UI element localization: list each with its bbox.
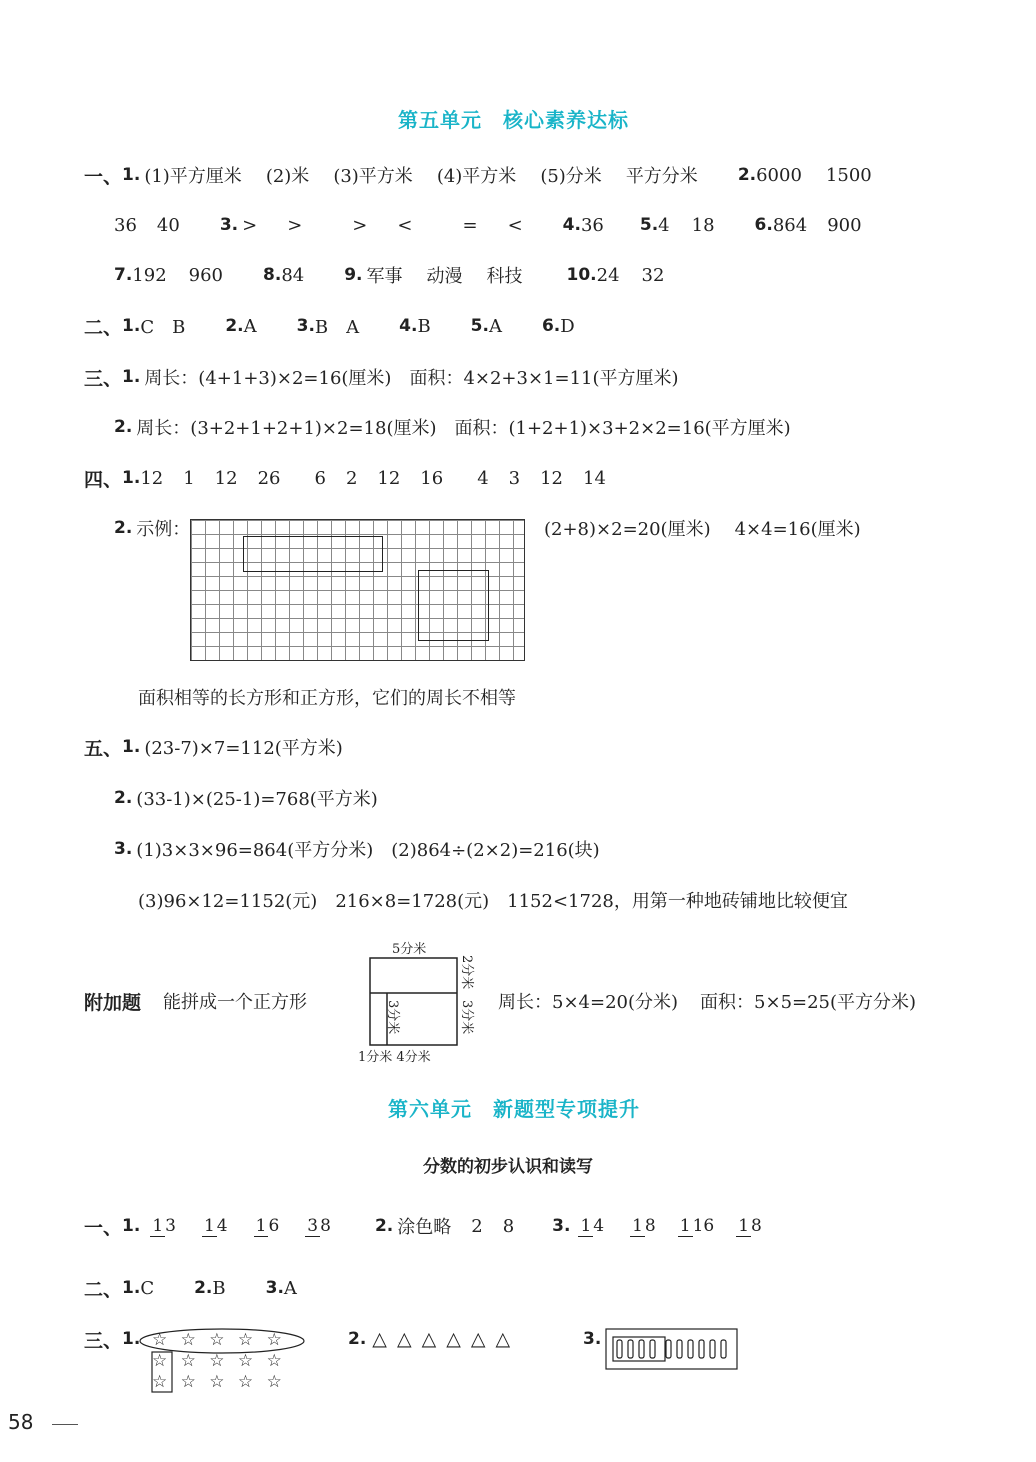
s1-line3 <box>114 260 664 290</box>
denominator: 8 <box>751 1215 762 1236</box>
answer: 动漫 <box>426 266 463 287</box>
denominator: 8 <box>320 1215 331 1236</box>
q-num: 2. <box>194 1278 213 1298</box>
rectangle-shape <box>243 536 383 572</box>
answer: (4)平方米 <box>436 166 517 187</box>
s5-line3 <box>114 834 600 864</box>
answer: 1 <box>183 467 195 489</box>
answer: (1)3×3×96=864(平方分米) (2)864÷(2×2)=216(块) <box>136 840 600 861</box>
answer: 36 <box>580 214 604 236</box>
answer: 12 <box>214 467 238 489</box>
formula: (2+8)×2=20(厘米) <box>544 519 711 540</box>
q-num: 2. <box>114 788 133 808</box>
answer: > <box>352 214 368 236</box>
page-number: 58 <box>8 1410 34 1434</box>
q-num: 3. <box>114 839 133 859</box>
answer: 12 <box>540 467 564 489</box>
q-num: 8. <box>263 265 282 285</box>
q-num: 2. <box>225 316 244 336</box>
fig-inner-label: 3分米 <box>385 1000 400 1035</box>
star-row-3: ☆ ☆ ☆ ☆ ☆ <box>152 1372 286 1392</box>
answer: 4 <box>658 214 670 236</box>
numerator: 1 <box>632 1215 643 1236</box>
answer: 涂色略 <box>397 1217 452 1238</box>
numerator: 1 <box>203 1215 215 1236</box>
section-label: 二、 <box>84 316 123 339</box>
s3-line2 <box>114 412 791 442</box>
bonus-line <box>84 986 307 1016</box>
answer: (1)平方厘米 <box>144 166 242 187</box>
answer: > <box>242 214 258 236</box>
u6-s3-q2 <box>348 1324 512 1354</box>
answer: 12 <box>377 467 401 489</box>
section-label: 一、 <box>84 165 123 188</box>
s2-line <box>84 311 575 341</box>
fig-bottom-label: 1分米 4分米 <box>358 1050 431 1065</box>
answer: 12 <box>140 467 164 489</box>
u6-s3-label <box>84 1324 140 1354</box>
answer: 4 <box>477 467 489 489</box>
section-label: 四、 <box>84 468 123 491</box>
s5-line1 <box>84 732 343 762</box>
answer: (2)米 <box>265 166 310 187</box>
answer: > <box>287 214 303 236</box>
q-num: 1. <box>122 1216 141 1236</box>
square-shape <box>418 570 489 641</box>
fraction <box>202 1216 228 1237</box>
answer: A <box>283 1277 297 1299</box>
q-num: 4. <box>562 215 581 235</box>
q-num: 6. <box>541 316 561 336</box>
u6-s3-q3 <box>583 1324 601 1354</box>
answer: < <box>507 214 523 236</box>
answer: 2 <box>345 467 358 489</box>
q-num: 3. <box>552 1216 571 1236</box>
numerator: 1 <box>679 1215 691 1236</box>
numerator: 1 <box>255 1215 267 1236</box>
bar-figure <box>605 1328 739 1372</box>
big-square <box>370 958 457 1045</box>
answer: C B <box>140 317 186 338</box>
q-num: 3. <box>219 215 239 235</box>
answer: B <box>417 315 431 337</box>
fraction <box>305 1216 331 1237</box>
numerator: 1 <box>738 1215 750 1236</box>
answer: 18 <box>691 214 715 236</box>
unit6-subtitle: 分数的初步认识和读写 <box>423 1157 593 1177</box>
answer: 2 <box>471 1215 483 1237</box>
triangles: △ △ △ △ △ △ <box>372 1328 513 1350</box>
fraction <box>254 1216 280 1237</box>
s3-line1 <box>84 362 679 392</box>
q-num: 1. <box>122 367 141 387</box>
answer: 8 <box>502 1215 515 1237</box>
answer: 16 <box>420 467 444 489</box>
answer: 1500 <box>825 164 872 186</box>
fraction <box>678 1216 714 1237</box>
q-num: 1. <box>122 468 141 488</box>
answer: 24 <box>596 264 620 286</box>
section-label: 五、 <box>84 737 123 760</box>
conclusion: 面积相等的长方形和正方形，它们的周长不相等 <box>138 688 516 709</box>
s4-line1 <box>84 463 606 493</box>
s5-line4 <box>138 885 848 915</box>
answer: < <box>397 214 413 236</box>
q-num: 5. <box>470 316 489 336</box>
bonus-text: 能拼成一个正方形 <box>163 992 308 1013</box>
u6-s2-line <box>84 1273 297 1303</box>
section-label: 三、 <box>84 367 123 390</box>
fig-top-label: 5分米 <box>392 942 427 957</box>
answer: 平方分米 <box>625 166 698 187</box>
answer: B A <box>314 317 360 338</box>
star-row-1: ☆ ☆ ☆ ☆ ☆ <box>152 1330 286 1350</box>
bonus-label: 附加题 <box>84 991 142 1014</box>
answer: (3)平方米 <box>333 166 413 187</box>
fig-right1-label: 2分米 <box>459 955 474 990</box>
q-num: 1. <box>122 316 141 336</box>
q-num: 2. <box>114 518 133 538</box>
answer: 40 <box>156 214 180 236</box>
numerator: 3 <box>307 1215 319 1236</box>
star-row-2: ☆ ☆ ☆ ☆ ☆ <box>152 1351 286 1371</box>
formula: 4×4=16(厘米) <box>734 519 861 540</box>
answer: 3 <box>508 467 521 489</box>
fig-right2-label: 3分米 <box>459 1000 474 1035</box>
answer: 周长：(3+2+1+2+1)×2=18(厘米) 面积：(1+2+1)×3+2×2=16(平方厘米) <box>136 418 791 439</box>
answer: (5)分米 <box>540 166 602 187</box>
answer: 900 <box>827 214 862 236</box>
q-num: 3. <box>583 1329 602 1349</box>
answer: (23-7)×7=112(平方米) <box>144 738 343 759</box>
q-num: 10. <box>566 265 597 285</box>
q-num: 1. <box>122 165 141 185</box>
denominator: 4 <box>216 1215 228 1236</box>
answer: 周长：(4+1+3)×2=16(厘米) 面积：4×2+3×1=11(平方厘米) <box>144 368 679 389</box>
answer: 科技 <box>486 266 523 287</box>
q-num: 1. <box>122 1278 141 1298</box>
answer: 960 <box>188 264 224 286</box>
example-label: 示例： <box>136 519 191 540</box>
numerator: 1 <box>152 1215 164 1236</box>
answer: A <box>488 315 502 337</box>
q-num: 2. <box>114 417 133 437</box>
s4-conclusion <box>138 682 516 712</box>
answer: (3)96×12=1152(元) 216×8=1728(元) 1152<1728，用第一种地砖铺地比较便宜 <box>138 891 848 912</box>
q-num: 1. <box>122 737 141 757</box>
answer: 36 <box>114 214 137 236</box>
answer: 14 <box>583 467 606 489</box>
section-label: 三、 <box>84 1329 123 1352</box>
answer: 32 <box>641 264 665 286</box>
bonus-answers <box>498 986 916 1016</box>
q-num: 2. <box>348 1329 367 1349</box>
answer: 864 <box>772 214 808 236</box>
fraction <box>150 1216 176 1237</box>
q-num: 3. <box>265 1278 284 1298</box>
q-num: 2. <box>374 1216 394 1236</box>
s1-line2 <box>114 210 862 240</box>
denominator: 16 <box>692 1215 715 1236</box>
s4-q2-label <box>114 513 190 543</box>
denominator: 4 <box>593 1215 605 1236</box>
answer: 26 <box>257 467 281 489</box>
numerator: 1 <box>580 1215 592 1236</box>
bars <box>617 1340 726 1358</box>
answer: 面积：5×5=25(平方分米) <box>700 992 917 1013</box>
section-label: 一、 <box>84 1216 123 1239</box>
answer: A <box>243 315 257 337</box>
denominator: 8 <box>644 1215 656 1236</box>
u6-s1-line <box>84 1208 762 1244</box>
s5-line2 <box>114 783 378 813</box>
answer: 6000 <box>756 164 802 186</box>
fraction <box>630 1216 656 1237</box>
fraction <box>736 1216 762 1237</box>
section-label: 二、 <box>84 1278 123 1301</box>
q-num: 7. <box>114 265 133 285</box>
answer: = <box>462 214 478 236</box>
q-num: 4. <box>399 316 418 336</box>
denominator: 6 <box>268 1215 280 1236</box>
unit5-title: 第五单元 核心素养达标 <box>398 108 629 132</box>
answer: 6 <box>314 467 326 489</box>
q-num: 2. <box>737 165 757 185</box>
unit6-title: 第六单元 新题型专项提升 <box>388 1097 640 1121</box>
answer: 84 <box>281 264 305 286</box>
answer: B <box>212 1277 226 1299</box>
q-num: 9. <box>344 265 363 285</box>
answer: C <box>140 1277 155 1299</box>
answer: 周长：5×4=20(分米) <box>498 992 679 1013</box>
q-num: 1. <box>122 1329 141 1349</box>
s1-line1 <box>84 160 872 190</box>
answer: (33-1)×(25-1)=768(平方米) <box>136 789 378 810</box>
page-dash <box>52 1424 78 1425</box>
answer: 军事 <box>366 266 403 287</box>
q-num: 6. <box>754 215 773 235</box>
fraction <box>578 1216 604 1237</box>
answer: 192 <box>132 264 167 286</box>
denominator: 3 <box>165 1215 176 1236</box>
answer: D <box>560 315 575 337</box>
q-num: 5. <box>639 215 659 235</box>
q-num: 3. <box>296 316 315 336</box>
s4-q2-formulas <box>544 513 861 543</box>
